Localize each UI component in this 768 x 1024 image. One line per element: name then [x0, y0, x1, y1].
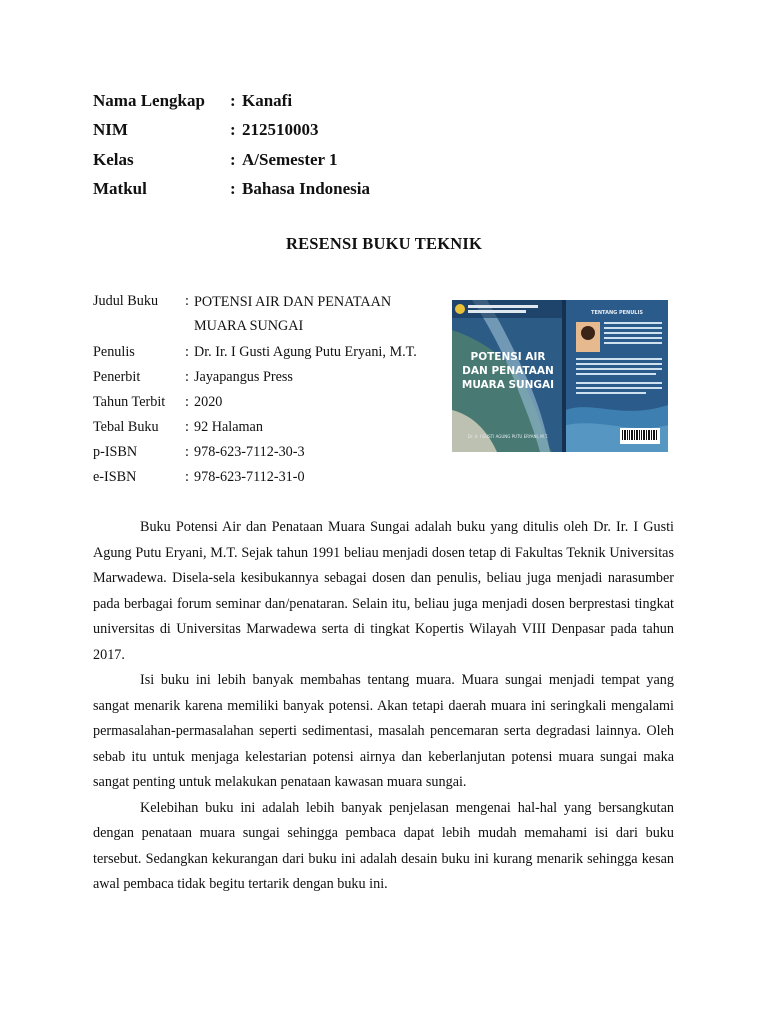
detail-label: e-ISBN	[93, 469, 137, 485]
review-body	[93, 515, 674, 898]
detail-label: Penulis	[93, 344, 135, 360]
info-value: A/Semester 1	[242, 149, 338, 169]
paragraph: Isi buku ini lebih banyak membahas tentang muara. Muara sungai menjadi tempat yang sangat menarik karena memiliki banyak potensi. Akan tetapi daerah muara ini seringkali mengalami permasalahan-permasalahan seperti sedimentasi, masalah pencemaran serta degradasi lainnya. Oleh sebab itu untuk menjaga kelestarian potensi airnya dan keberlanjutan potensi muara sungai maka sangat penting untuk melakukan penataan kawasan muara sungai.	[93, 672, 674, 790]
info-label: NIM	[93, 120, 128, 140]
info-row-kelas	[93, 145, 493, 175]
detail-row-pisbn	[93, 440, 443, 465]
info-separator: :	[230, 179, 236, 199]
detail-label: Penerbit	[93, 369, 141, 385]
cover-title-line: MUARA SUNGAI	[461, 379, 555, 391]
detail-value: Dr. Ir. I Gusti Agung Putu Eryani, M.T.	[194, 344, 417, 360]
detail-value: 978-623-7112-30-3	[194, 444, 305, 460]
detail-separator: :	[185, 369, 189, 385]
detail-separator: :	[185, 444, 189, 460]
book-cover-image	[452, 300, 668, 452]
student-info	[93, 86, 493, 204]
info-value: Bahasa Indonesia	[242, 179, 371, 199]
cover-back-heading: TENTANG PENULIS	[591, 310, 643, 316]
detail-row-title	[93, 290, 443, 340]
info-separator: :	[230, 90, 236, 110]
detail-separator: :	[185, 419, 189, 435]
detail-value: 2020	[194, 394, 223, 410]
detail-row-pages	[93, 415, 443, 440]
detail-row-publisher	[93, 365, 443, 390]
info-row-nim	[93, 116, 493, 146]
info-row-name	[93, 86, 493, 116]
detail-value: 978-623-7112-31-0	[194, 469, 305, 485]
detail-separator: :	[185, 469, 189, 485]
book-details	[93, 290, 443, 490]
paragraph: Buku Potensi Air dan Penataan Muara Sungai adalah buku yang ditulis oleh Dr. Ir. I Gusti Agung Putu Eryani, M.T. Sejak tahun 1991 beliau menjadi dosen tetap di Fakultas Teknik Universitas Marwadewa. Disela-sela kesibukannya sebagai dosen dan penulis, beliau juga menjadi narasumber pada berbagai forum seminar dan/penataran. Selain itu, beliau juga menjadi dosen berprestasi tingkat universitas di Universitas Marwadewa serta di tingkat Kopertis Wilayah VIII Denpasar pada tahun 2017.	[93, 519, 674, 663]
info-label: Matkul	[93, 179, 147, 199]
cover-author: Dr. Ir. I GUSTI AGUNG PUTU ERYANI, M.T.	[467, 434, 549, 439]
detail-separator: :	[185, 293, 189, 309]
info-label: Nama Lengkap	[93, 90, 205, 110]
document-title: RESENSI BUKU TEKNIK	[285, 234, 483, 253]
detail-label: Tahun Terbit	[93, 394, 166, 410]
detail-row-author	[93, 340, 443, 365]
detail-label: Tebal Buku	[93, 419, 159, 435]
detail-value: Jayapangus Press	[194, 369, 293, 385]
detail-row-year	[93, 390, 443, 415]
info-value: Kanafi	[242, 90, 293, 110]
cover-title-line: POTENSI AIR	[470, 351, 546, 363]
info-label: Kelas	[93, 149, 134, 169]
detail-separator: :	[185, 394, 189, 410]
detail-value: POTENSI AIR DAN PENATAAN MUARA SUNGAI	[194, 294, 392, 334]
detail-separator: :	[185, 344, 189, 360]
info-value: 212510003	[242, 120, 319, 140]
cover-title-line: DAN PENATAAN	[462, 365, 554, 377]
detail-label: Judul Buku	[93, 293, 159, 309]
detail-value: 92 Halaman	[194, 419, 263, 435]
info-separator: :	[230, 149, 236, 169]
paragraph: Kelebihan buku ini adalah lebih banyak penjelasan mengenai hal-hal yang bersangkutan dengan penataan muara sungai sehingga pembaca dapat lebih mudah memahami isi dari buku tersebut. Sedangkan kekurangan dari buku ini adalah desain buku ini kurang menarik sehingga kesan awal pembaca tidak begitu tertarik dengan buku ini.	[93, 799, 674, 892]
detail-row-eisbn	[93, 465, 443, 490]
info-separator: :	[230, 120, 236, 140]
detail-label: p-ISBN	[93, 444, 138, 460]
info-row-matkul	[93, 175, 493, 205]
